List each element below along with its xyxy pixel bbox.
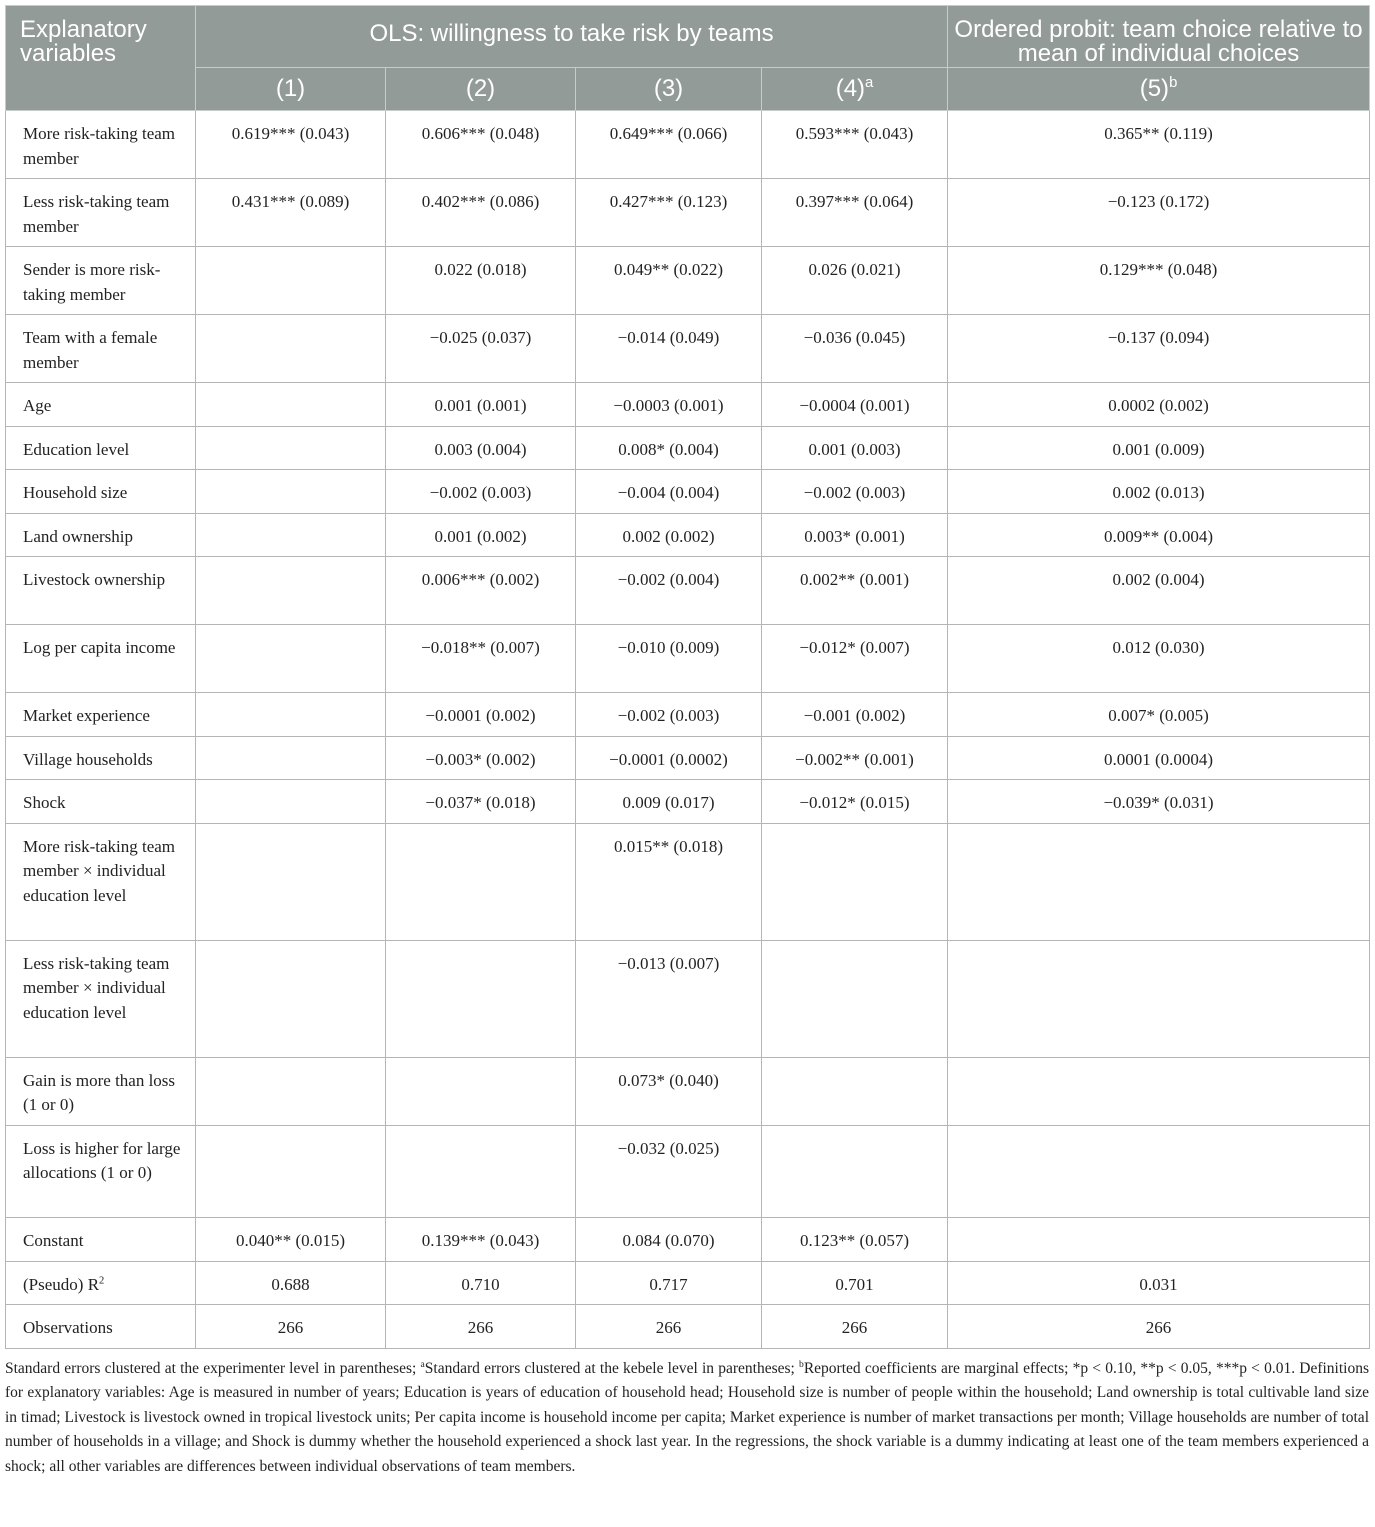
table-row <box>6 940 1370 1057</box>
cell-col-4: 0.003* (0.001) <box>762 513 948 557</box>
cell-col-5: 0.002 (0.004) <box>948 557 1370 625</box>
column-header-2: (2) <box>386 68 576 111</box>
table-row <box>6 693 1370 737</box>
regression-table-figure <box>5 5 1369 1479</box>
table-row <box>6 426 1370 470</box>
cell-col-3: 0.002 (0.002) <box>576 513 762 557</box>
cell-col-5: 266 <box>948 1305 1370 1349</box>
cell-col-2: 0.139*** (0.043) <box>386 1218 576 1262</box>
cell-col-5 <box>948 940 1370 1057</box>
cell-col-2 <box>386 940 576 1057</box>
table-row <box>6 823 1370 940</box>
row-label: Loss is higher for large allocations (1 or 0) <box>6 1125 196 1218</box>
cell-col-4: 0.701 <box>762 1261 948 1305</box>
cell-col-2: 0.001 (0.001) <box>386 383 576 427</box>
cell-col-4: 0.123** (0.057) <box>762 1218 948 1262</box>
cell-col-1 <box>196 470 386 514</box>
cell-col-3: 266 <box>576 1305 762 1349</box>
cell-col-3: 0.427*** (0.123) <box>576 179 762 247</box>
table-row <box>6 247 1370 315</box>
cell-col-3: 0.008* (0.004) <box>576 426 762 470</box>
footnote-marker-a: a <box>420 1358 425 1370</box>
cell-col-5: 0.002 (0.013) <box>948 470 1370 514</box>
cell-col-4 <box>762 940 948 1057</box>
cell-col-3: −0.002 (0.003) <box>576 693 762 737</box>
cell-col-5: 0.365** (0.119) <box>948 111 1370 179</box>
column-header-4: $(4)^a$ <box>762 68 948 111</box>
cell-col-1 <box>196 780 386 824</box>
row-label: Livestock ownership <box>6 557 196 625</box>
cell-col-1 <box>196 383 386 427</box>
table-header <box>6 6 1370 111</box>
cell-col-2: −0.002 (0.003) <box>386 470 576 514</box>
table-row <box>6 1218 1370 1262</box>
cell-col-1 <box>196 426 386 470</box>
cell-col-2: −0.018** (0.007) <box>386 625 576 693</box>
cell-col-1 <box>196 940 386 1057</box>
cell-col-2 <box>386 823 576 940</box>
cell-col-3: 0.084 (0.070) <box>576 1218 762 1262</box>
cell-col-1: 266 <box>196 1305 386 1349</box>
row-label: Sender is more risk-taking member <box>6 247 196 315</box>
table-row <box>6 1261 1370 1305</box>
cell-col-4: −0.012* (0.007) <box>762 625 948 693</box>
cell-col-5 <box>948 1057 1370 1125</box>
cell-col-2: 0.001 (0.002) <box>386 513 576 557</box>
cell-col-3: 0.073* (0.040) <box>576 1057 762 1125</box>
row-label: Less risk-taking team member <box>6 179 196 247</box>
table-row <box>6 513 1370 557</box>
cell-col-4: 266 <box>762 1305 948 1349</box>
table-body <box>6 111 1370 1349</box>
cell-col-4: 0.593*** (0.043) <box>762 111 948 179</box>
table-footnote: Standard errors clustered at the experimenter level in parentheses; $^a$Standard errors clustered at the kebele level in parentheses; $^b$Reported coefficients are marginal effects; *p < 0.10, **p < 0.05, ***p < 0.01. Definitions for explanatory variables: Age is measured in number of years; Education is years of education of household head; Household size is number of people within the household; Land ownership is total cultivable land size in timad; Livestock is livestock owned in tropical livestock units; Per capita income is household income per capita; Market experience is number of market transactions per month; Village households are number of total number of households in a village; and Shock is dummy whether the household experienced a shock last year. In the regressions, the shock variable is a dummy indicating at least one of the team members experienced a shock; all other variables are differences between individual observations of team members. <box>5 1358 1370 1475</box>
cell-col-3: 0.049** (0.022) <box>576 247 762 315</box>
row-label: Team with a female member <box>6 315 196 383</box>
cell-col-1 <box>196 693 386 737</box>
cell-col-3: −0.0001 (0.0002) <box>576 736 762 780</box>
cell-col-2: 0.402*** (0.086) <box>386 179 576 247</box>
cell-col-5: −0.137 (0.094) <box>948 315 1370 383</box>
cell-col-4 <box>762 1057 948 1125</box>
table-row <box>6 470 1370 514</box>
cell-col-5: 0.129*** (0.048) <box>948 247 1370 315</box>
row-label: Village households <box>6 736 196 780</box>
table-row <box>6 625 1370 693</box>
cell-col-4 <box>762 1125 948 1218</box>
cell-col-4: −0.002** (0.001) <box>762 736 948 780</box>
ordered-probit-group-header: Ordered probit: team choice relative to mean of individual choices <box>948 6 1370 68</box>
cell-col-4: 0.397*** (0.064) <box>762 179 948 247</box>
cell-col-3: −0.010 (0.009) <box>576 625 762 693</box>
cell-col-5: 0.001 (0.009) <box>948 426 1370 470</box>
cell-col-2: 0.606*** (0.048) <box>386 111 576 179</box>
footnote-marker-b: b <box>799 1358 804 1370</box>
cell-col-4: −0.0004 (0.001) <box>762 383 948 427</box>
table-row <box>6 557 1370 625</box>
cell-col-1 <box>196 513 386 557</box>
cell-col-2: 0.710 <box>386 1261 576 1305</box>
cell-col-4: 0.002** (0.001) <box>762 557 948 625</box>
cell-col-1 <box>196 1125 386 1218</box>
cell-col-5: 0.009** (0.004) <box>948 513 1370 557</box>
cell-col-2 <box>386 1057 576 1125</box>
cell-col-3: 0.649*** (0.066) <box>576 111 762 179</box>
table-row <box>6 383 1370 427</box>
cell-col-2: −0.003* (0.002) <box>386 736 576 780</box>
cell-col-5: 0.012 (0.030) <box>948 625 1370 693</box>
cell-col-5: 0.031 <box>948 1261 1370 1305</box>
cell-col-2 <box>386 1125 576 1218</box>
cell-col-1 <box>196 315 386 383</box>
cell-col-2: 266 <box>386 1305 576 1349</box>
cell-col-5 <box>948 823 1370 940</box>
cell-col-1 <box>196 625 386 693</box>
row-label: More risk-taking team member × individual education level <box>6 823 196 940</box>
table-row <box>6 736 1370 780</box>
row-label: More risk-taking team member <box>6 111 196 179</box>
cell-col-3: −0.013 (0.007) <box>576 940 762 1057</box>
cell-col-2: −0.037* (0.018) <box>386 780 576 824</box>
row-label: Household size <box>6 470 196 514</box>
cell-col-5 <box>948 1218 1370 1262</box>
cell-col-2: 0.022 (0.018) <box>386 247 576 315</box>
row-label: Log per capita income <box>6 625 196 693</box>
table-row <box>6 111 1370 179</box>
cell-col-4: −0.036 (0.045) <box>762 315 948 383</box>
row-label: Land ownership <box>6 513 196 557</box>
row-label: Shock <box>6 780 196 824</box>
regression-table <box>5 5 1370 1349</box>
ols-group-header: OLS: willingness to take risk by teams <box>196 6 948 68</box>
explanatory-variables-header: Explanatory variables <box>6 6 196 111</box>
cell-col-5: −0.039* (0.031) <box>948 780 1370 824</box>
row-label: Age <box>6 383 196 427</box>
cell-col-1 <box>196 736 386 780</box>
cell-col-1 <box>196 557 386 625</box>
cell-col-3: −0.004 (0.004) <box>576 470 762 514</box>
column-header-5: $(5)^b$ <box>948 68 1370 111</box>
cell-col-4 <box>762 823 948 940</box>
cell-col-4: −0.001 (0.002) <box>762 693 948 737</box>
cell-col-5: 0.0002 (0.002) <box>948 383 1370 427</box>
row-label: Less risk-taking team member × individual education level <box>6 940 196 1057</box>
cell-col-2: −0.025 (0.037) <box>386 315 576 383</box>
cell-col-1 <box>196 247 386 315</box>
cell-col-1 <box>196 823 386 940</box>
table-row <box>6 1305 1370 1349</box>
column-header-3: (3) <box>576 68 762 111</box>
cell-col-4: 0.001 (0.003) <box>762 426 948 470</box>
row-label: Constant <box>6 1218 196 1262</box>
cell-col-5 <box>948 1125 1370 1218</box>
cell-col-2: 0.003 (0.004) <box>386 426 576 470</box>
row-label: Observations <box>6 1305 196 1349</box>
cell-col-3: 0.717 <box>576 1261 762 1305</box>
cell-col-3: −0.032 (0.025) <box>576 1125 762 1218</box>
cell-col-5: −0.123 (0.172) <box>948 179 1370 247</box>
cell-col-3: −0.0003 (0.001) <box>576 383 762 427</box>
cell-col-4: 0.026 (0.021) <box>762 247 948 315</box>
column-header-1: (1) <box>196 68 386 111</box>
row-label: Gain is more than loss (1 or 0) <box>6 1057 196 1125</box>
cell-col-1: 0.688 <box>196 1261 386 1305</box>
cell-col-4: −0.002 (0.003) <box>762 470 948 514</box>
table-row <box>6 1057 1370 1125</box>
cell-col-1: 0.431*** (0.089) <box>196 179 386 247</box>
cell-col-3: 0.009 (0.017) <box>576 780 762 824</box>
cell-col-5: 0.007* (0.005) <box>948 693 1370 737</box>
cell-col-1: 0.619*** (0.043) <box>196 111 386 179</box>
cell-col-2: −0.0001 (0.002) <box>386 693 576 737</box>
table-row <box>6 780 1370 824</box>
table-row <box>6 179 1370 247</box>
table-row <box>6 1125 1370 1218</box>
row-label: Market experience <box>6 693 196 737</box>
row-label: Education level <box>6 426 196 470</box>
table-row <box>6 315 1370 383</box>
cell-col-1: 0.040** (0.015) <box>196 1218 386 1262</box>
cell-col-5: 0.0001 (0.0004) <box>948 736 1370 780</box>
cell-col-4: −0.012* (0.015) <box>762 780 948 824</box>
cell-col-3: −0.014 (0.049) <box>576 315 762 383</box>
row-label: (Pseudo) $R^2$ <box>6 1261 196 1305</box>
cell-col-3: −0.002 (0.004) <box>576 557 762 625</box>
cell-col-1 <box>196 1057 386 1125</box>
cell-col-2: 0.006*** (0.002) <box>386 557 576 625</box>
cell-col-3: 0.015** (0.018) <box>576 823 762 940</box>
